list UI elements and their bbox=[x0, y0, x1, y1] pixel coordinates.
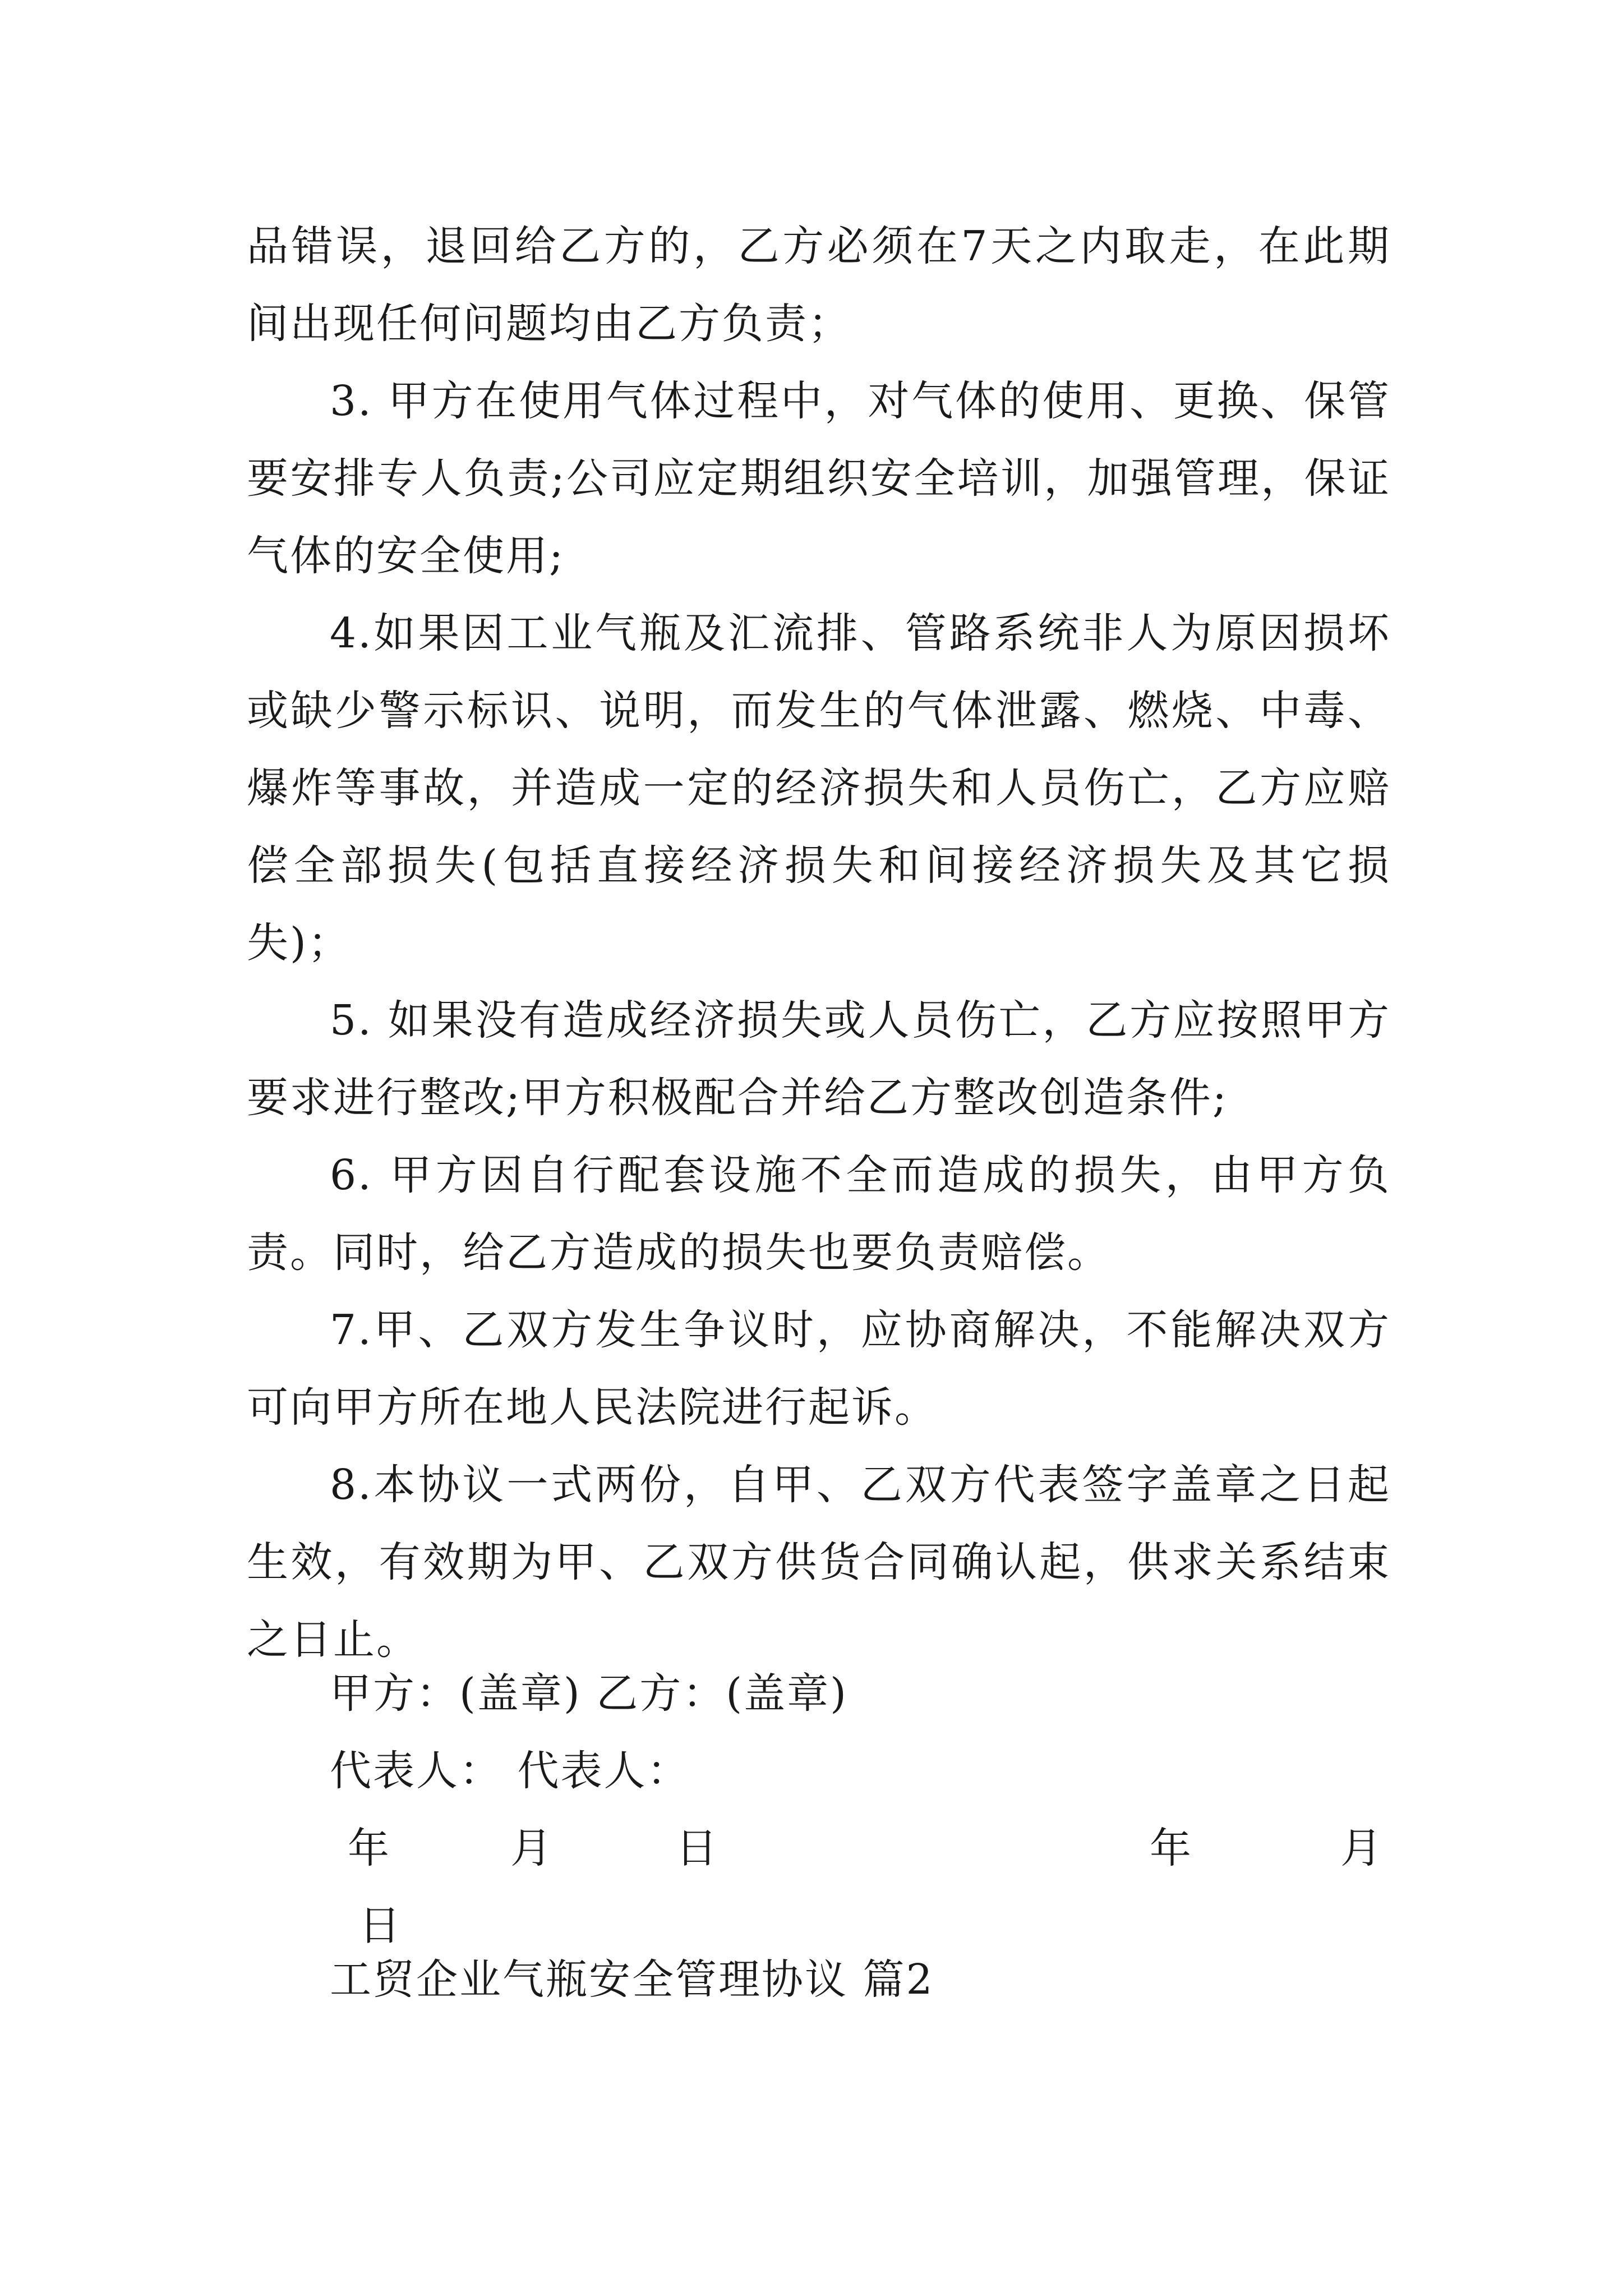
paragraph-clause-7: 7.甲、乙双方发生争议时，应协商解决，不能解决双方可向甲方所在地人民法院进行起诉。 bbox=[247, 1306, 1391, 1432]
paragraph-clause-8: 8.本协议一式两份，自甲、乙双方代表签字盖章之日起生效，有效期为甲、乙双方供货合同确认起，供求关系结束之日止。 bbox=[247, 1461, 1391, 1664]
paragraph-clause-5: 5. 如果没有造成经济损失或人员伤亡，乙方应按照甲方要求进行整改;甲方积极配合并给乙方整改创造条件; bbox=[247, 996, 1391, 1122]
paragraph-continuation: 品错误，退回给乙方的，乙方必须在7天之内取走，在此期间出现任何问题均由乙方负责； bbox=[247, 222, 1391, 348]
date-left-year: 年 bbox=[348, 1824, 389, 1872]
signature-parties-line: 甲方：(盖章) 乙方：(盖章) bbox=[330, 1669, 849, 1718]
paragraph-clause-3: 3. 甲方在使用气体过程中，对气体的使用、更换、保管要安排专人负责;公司应定期组织安全培训，加强管理，保证气体的安全使用; bbox=[247, 377, 1391, 580]
agreement-body bbox=[247, 208, 1391, 1678]
date-left-month: 月 bbox=[510, 1824, 552, 1872]
signature-representatives-line: 代表人： 代表人： bbox=[330, 1747, 690, 1795]
date-right-year: 年 bbox=[1150, 1824, 1191, 1872]
paragraph-clause-6: 6. 甲方因自行配套设施不全而造成的损失，由甲方负责。同时，给乙方造成的损失也要负责赔偿。 bbox=[247, 1151, 1391, 1277]
date-left-day: 日 bbox=[676, 1824, 717, 1872]
next-section-heading: 工贸企业气瓶安全管理协议 篇2 bbox=[330, 1955, 934, 2004]
date-right-day: 日 bbox=[359, 1902, 400, 1950]
paragraph-clause-4: 4.如果因工业气瓶及汇流排、管路系统非人为原因损坏或缺少警示标识、说明，而发生的气体泄露、燃烧、中毒、爆炸等事故，并造成一定的经济损失和人员伤亡，乙方应赔偿全部损失(包括直接经济损失和间接经济损失及其它损失)； bbox=[247, 609, 1391, 967]
date-right-month: 月 bbox=[1340, 1824, 1382, 1872]
